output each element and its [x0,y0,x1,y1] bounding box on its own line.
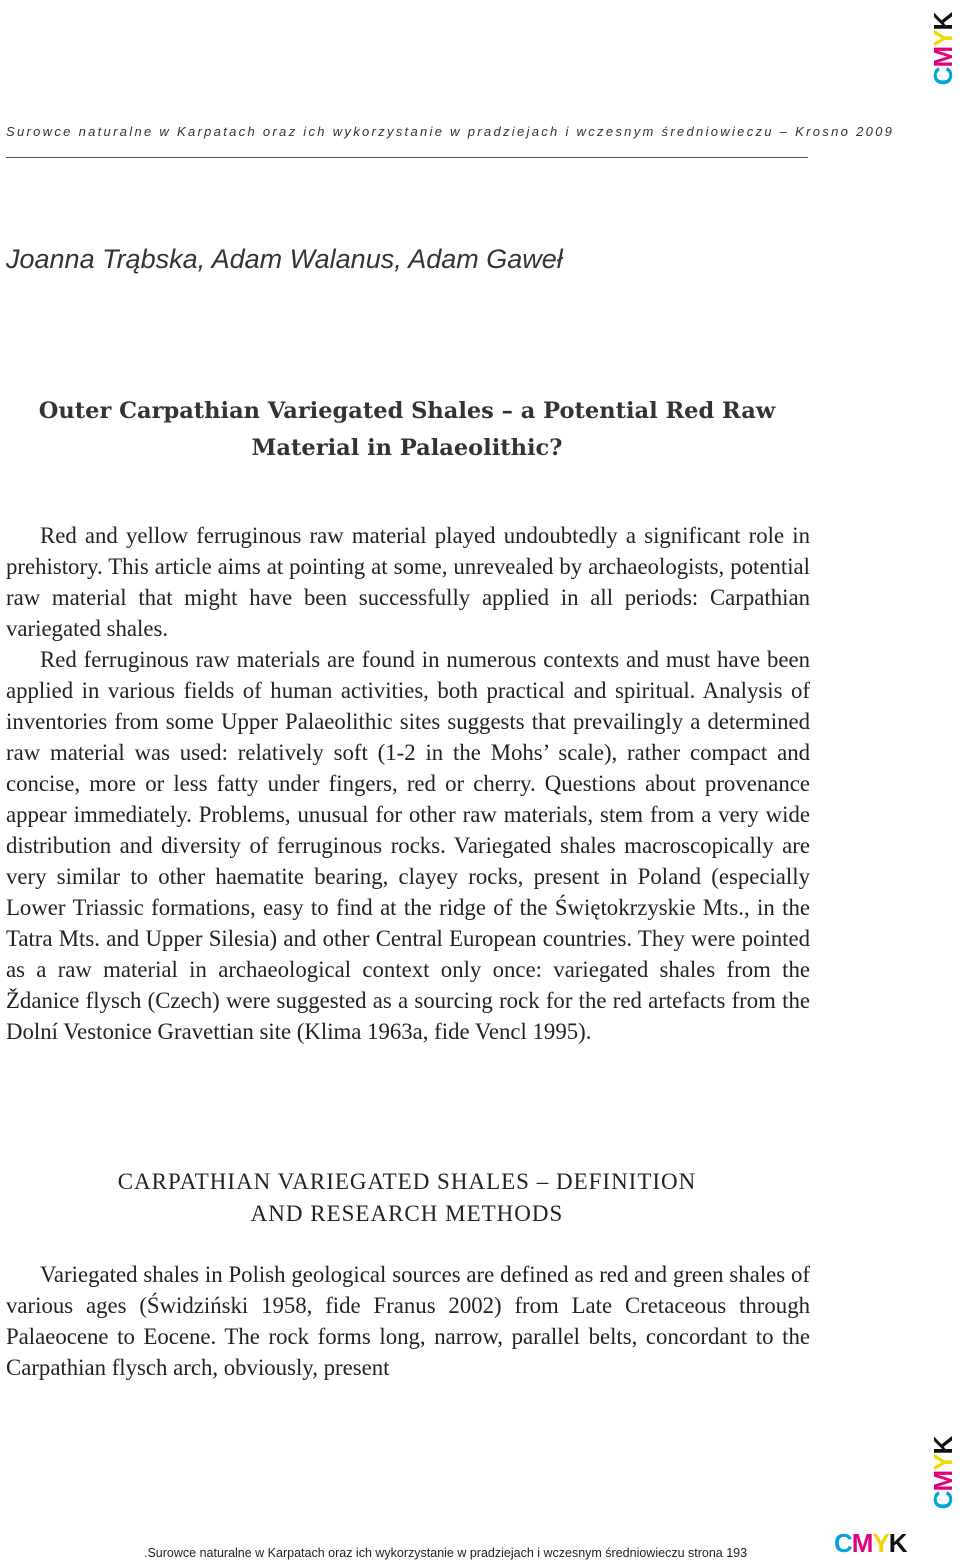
cmyk-letter-y: Y [928,30,958,47]
cmyk-mark-bottom [834,1530,907,1556]
page-footer: .Surowce naturalne w Karpatach oraz ich wykorzystanie w pradziejach i wczesnym średniowieczu strona 193 [144,1546,748,1560]
cmyk-letter-m: M [928,1470,958,1492]
cmyk-letter-k: K [888,1528,907,1558]
article-title [6,393,808,467]
abstract-paragraph-2: Red ferruginous raw materials are found in numerous contexts and must have been applied in various fields of human activities, both practical and spiritual. Analysis of inventories from some Upper Palaeolithic sites suggests that prevailingly a determined raw material was used: relatively soft (1-2 in the Mohs’ scale), rather compact and concise, more or less fatty under fingers, red or cherry. Questions about provenance appear immediately. Problems, unusual for other raw materials, stem from a very wide distribution and diversity of ferruginous rocks. Variegated shales macroscopically are very similar to other haematite bearing, clayey rocks, present in Poland (especially Lower Triassic formations, easy to find at the ridge of the Świętokrzyskie Mts., in the Tatra Mts. and Upper Silesia) and other Central European countries. They were pointed as a raw material in archaeological context only once: variegated shales from the Ždanice flysch (Czech) were suggested as a sourcing rock for the red artefacts from the Dolní Vestonice Gravettian site (Klima 1963a, fide Vencl 1995). [6,647,810,1044]
article-authors: Joanna Trąbska, Adam Walanus, Adam Gaweł [6,244,563,274]
cmyk-letter-c: C [928,67,958,86]
cmyk-letter-y: Y [928,1454,958,1471]
cmyk-mark-top-right [928,0,958,98]
running-header: Surowce naturalne w Karpatach oraz ich wykorzystanie w pradziejach i wczesnym średniowieczu – Krosno 2009 [6,124,895,139]
header-rule [6,157,808,158]
cmyk-letter-k: K [928,1436,958,1455]
cmyk-letter-c: C [834,1528,852,1558]
cmyk-letter-m: M [928,46,958,68]
cmyk-mark-bottom-right [928,1424,958,1522]
cmyk-letter-c: C [928,1491,958,1510]
article-title-line-2: Material in Palaeolithic? [251,435,563,461]
article-abstract [6,520,810,1047]
body-text [6,1259,810,1383]
article-title-line-1: Outer Carpathian Variegated Shales – a Potential Red Raw [38,398,776,424]
cmyk-letter-y: Y [872,1528,889,1558]
cmyk-letter-m: M [851,1528,873,1558]
section-heading [6,1166,808,1230]
section-heading-line-2: AND RESEARCH METHODS [250,1201,564,1226]
body-paragraph-1: Variegated shales in Polish geological sources are defined as red and green shales of various ages (Świdziński 1958, fide Franus 2002) from Late Cretaceous through Palaeocene to Eocene. The rock forms long, narrow, parallel belts, concordant to the Carpathian flysch arch, obviously, present [6,1262,810,1380]
cmyk-letter-k: K [928,12,958,31]
abstract-paragraph-1: Red and yellow ferruginous raw material played undoubtedly a significant role in prehistory. This article aims at pointing at some, unrevealed by archaeologists, potential raw material that might have been successfully applied in all periods: Carpathian variegated shales. [6,523,810,641]
section-heading-line-1: CARPATHIAN VARIEGATED SHALES – DEFINITION [117,1169,697,1194]
